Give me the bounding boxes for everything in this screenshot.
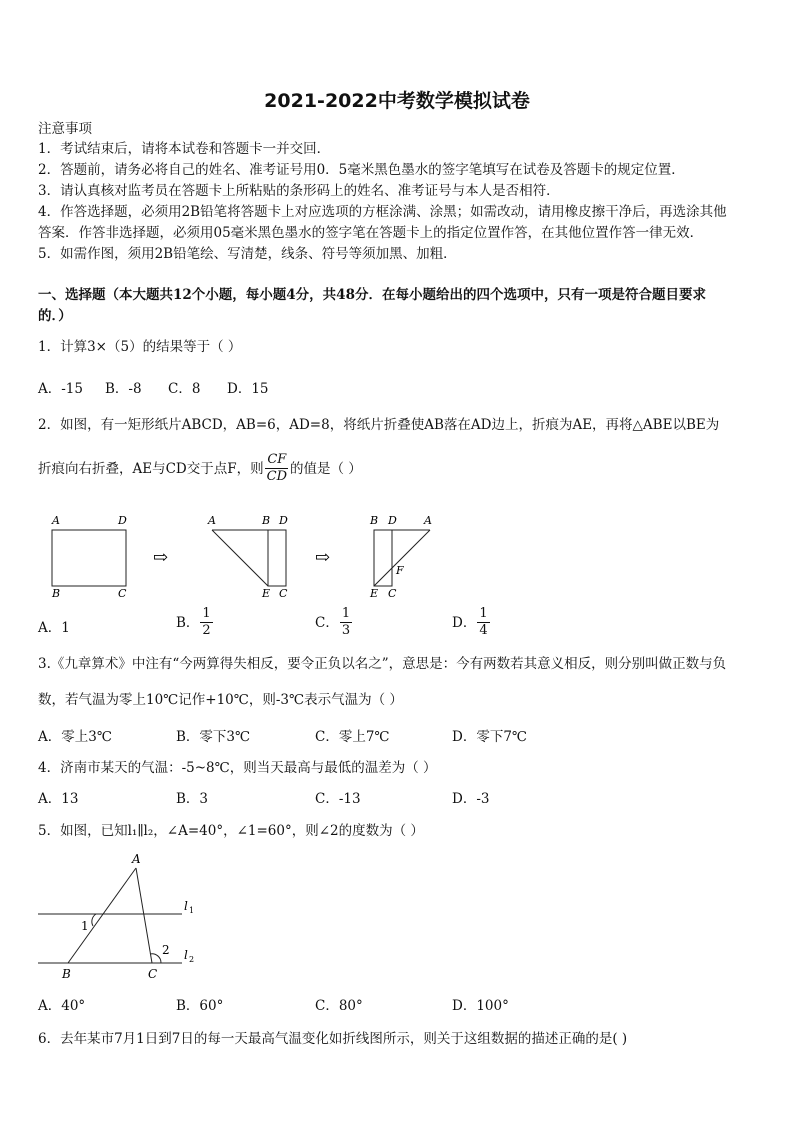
question-3-stem-cont: 数，若气温为零上10℃记作+10℃，则-3℃表示气温为（ ） <box>38 692 403 708</box>
label-b: B <box>262 514 271 527</box>
section-heading-cont: 的．） <box>38 308 72 324</box>
label-c: C <box>118 587 127 600</box>
label-c: C <box>279 587 288 600</box>
question-1-option-a: A．-15 <box>38 381 83 397</box>
question-5-stem: 5．如图，已知l₁∥l₂，∠A=40°，∠1=60°，则∠2的度数为（ ） <box>38 823 424 839</box>
figure-folded-twice <box>369 514 432 600</box>
question-2-stem: 2．如图，有一矩形纸片ABCD，AB=6，AD=8，将纸片折叠使AB落在AD边上，折痕为AE，再将△ABE以BE为 <box>38 417 720 433</box>
question-3-option-c: C．零上7℃ <box>315 729 390 745</box>
label-d: D <box>388 514 397 527</box>
question-5-option-a: A．40° <box>38 998 86 1014</box>
page-title: 2021-2022中考数学模拟试卷 <box>264 90 530 112</box>
fraction-cf-cd <box>265 452 289 485</box>
figure-folded-once <box>207 514 288 600</box>
question-4-stem: 4．济南市某天的气温：-5~8℃，则当天最高与最低的温差为（ ） <box>38 760 437 776</box>
fraction-denominator: 3 <box>341 623 351 638</box>
rectangle-abcd <box>52 530 126 586</box>
label-angle-2: 2 <box>162 943 170 957</box>
option-d-label: D． <box>452 614 477 631</box>
label-b: B <box>62 967 71 981</box>
label-a: A <box>208 514 216 527</box>
label-l2-subscript: 2 <box>189 955 195 964</box>
question-2-stem-tail: 的值是（ ） <box>290 460 362 477</box>
question-4-option-c: C．-13 <box>315 791 361 807</box>
fraction-denominator: 2 <box>202 623 211 638</box>
fraction-numerator: 1 <box>479 606 488 621</box>
fold-line-ae <box>374 530 430 586</box>
fraction-numerator: CF <box>267 452 287 467</box>
question-2-stem-cont <box>38 452 362 485</box>
fraction-numerator: 1 <box>202 606 211 621</box>
question-1-stem: 1．计算3×（5）的结果等于（ ） <box>38 339 242 355</box>
notice-item-2: 2．答题前，请务必将自己的姓名、准考证号用0．5毫米黑色墨水的签字笔填写在试卷及答题卡的规定位置． <box>38 162 685 178</box>
fraction-numerator: 1 <box>341 606 351 621</box>
question-5-option-d: D．100° <box>452 998 509 1014</box>
question-2-option-d <box>452 606 491 639</box>
label-c: C <box>148 967 158 981</box>
question-4-option-d: D．-3 <box>452 791 490 807</box>
label-e: E <box>370 587 379 600</box>
option-b-fraction <box>200 606 212 639</box>
label-angle-1: 1 <box>81 919 89 933</box>
notice-item-3: 3．请认真核对监考员在答题卡上所粘贴的条形码上的姓名、准考证号与本人是否相符． <box>38 183 560 199</box>
question-3-option-d: D．零下7℃ <box>452 729 528 745</box>
label-f: F <box>396 564 404 577</box>
notice-item-4-cont: 答案．作答非选择题，必须用05毫米黑色墨水的签字笔在答题卡上的指定位置作答，在其他位置作答一律无效． <box>38 225 704 241</box>
fraction-denominator: 4 <box>479 623 488 638</box>
label-e: E <box>262 587 271 600</box>
notice-item-4: 4．作答选择题，必须用2B铅笔将答题卡上对应选项的方框涂满、涂黑；如需改动，请用橡皮擦干净后，再选涂其他 <box>38 204 727 220</box>
question-1-option-d: D．15 <box>227 381 269 397</box>
arrow-1-icon: ⇨ <box>153 547 169 568</box>
label-b: B <box>52 587 61 600</box>
label-b: B <box>370 514 379 527</box>
label-c: C <box>388 587 397 600</box>
strip-ebcd <box>268 530 286 586</box>
question-5-option-b: B．60° <box>176 998 224 1014</box>
arrow-2-icon: ⇨ <box>315 547 331 568</box>
label-d: D <box>118 514 127 527</box>
figure-rectangle <box>51 514 127 600</box>
segment-ab <box>68 868 136 963</box>
question-5-option-c: C．80° <box>315 998 363 1014</box>
label-a: A <box>52 514 60 527</box>
notice-item-5: 5．如需作图，须用2B铅笔绘、写清楚，线条、符号等须加黑、加粗． <box>38 246 457 262</box>
question-3-option-a: A．零上3℃ <box>38 729 112 745</box>
segment-ac <box>136 868 152 963</box>
question-6-stem: 6．去年某市7月1日到7日的每一天最高气温变化如折线图所示，则关于这组数据的描述正确的是( ) <box>38 1031 628 1047</box>
question-1-option-b: B．-8 <box>105 381 142 397</box>
question-2-option-a: A．1 <box>38 620 70 636</box>
question-4-option-b: B．3 <box>176 791 209 807</box>
question-1-option-c: C．8 <box>168 381 201 397</box>
option-d-fraction <box>477 606 489 639</box>
label-l2: l <box>184 948 188 962</box>
fold-line-ae <box>212 530 268 586</box>
question-3-option-b: B．零下3℃ <box>176 729 251 745</box>
notice-heading: 注意事项 <box>38 121 92 137</box>
option-b-label: B． <box>176 614 200 631</box>
label-a: A <box>132 852 141 866</box>
question-5-figure <box>38 848 218 984</box>
label-l1-subscript: 1 <box>189 906 195 915</box>
question-2-option-c <box>315 606 353 639</box>
option-c-label: C． <box>315 614 339 631</box>
question-2-figures <box>40 510 460 600</box>
question-2-option-b <box>176 606 214 639</box>
question-4-option-a: A．13 <box>38 791 79 807</box>
question-3-stem: 3.《九章算术》中注有“今两算得失相反，要令正负以名之”，意思是：今有两数若其意义相反，则分别叫做正数与负 <box>38 656 727 672</box>
label-l1: l <box>184 899 188 913</box>
label-a: A <box>424 514 432 527</box>
question-2-stem-text: 折痕向右折叠，AE与CD交于点F，则 <box>38 460 264 477</box>
section-heading: 一、选择题（本大题共12个小题，每小题4分，共48分．在每小题给出的四个选项中，只有一项是符合题目要求 <box>38 287 706 303</box>
label-d: D <box>279 514 288 527</box>
fraction-denominator: CD <box>266 469 287 484</box>
notice-item-1: 1．考试结束后，请将本试卷和答题卡一并交回． <box>38 141 331 157</box>
option-c-fraction <box>340 606 352 639</box>
